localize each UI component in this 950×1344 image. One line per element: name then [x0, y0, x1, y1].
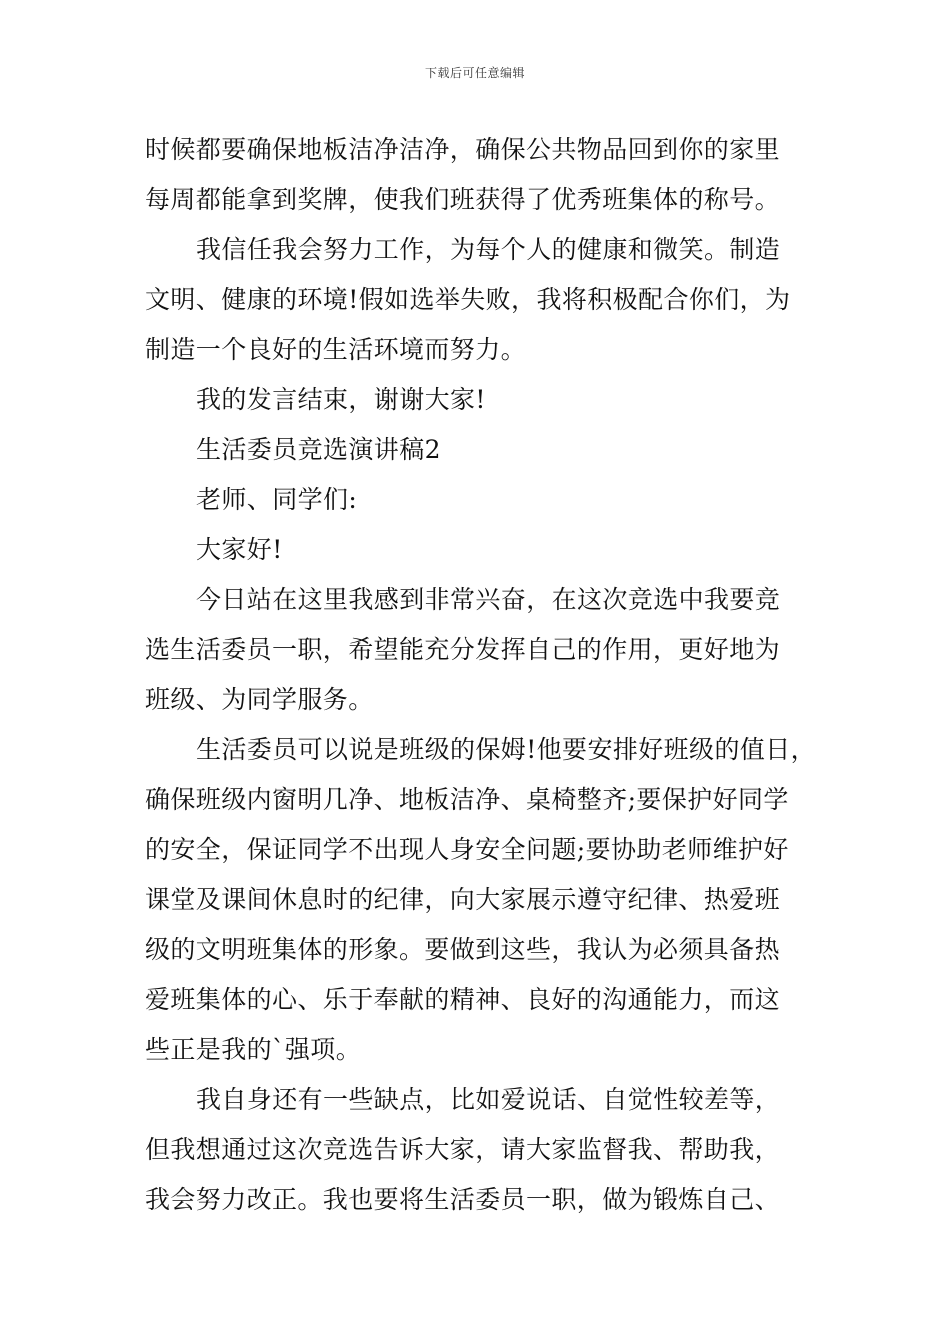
- text-line: 些正是我的`强项。: [145, 1035, 362, 1064]
- text-line: 但我想通过这次竞选告诉大家，请大家监督我、帮助我，: [145, 1135, 781, 1164]
- text-line: 确保班级内窗明几净、地板洁净、桌椅整齐;要保护好同学: [145, 785, 789, 814]
- text-line: 我的发言结束，谢谢大家!: [196, 385, 486, 414]
- text-line: 的安全，保证同学不出现人身安全问题;要协助老师维护好: [145, 835, 789, 864]
- text-line: 老师、同学们:: [196, 485, 358, 514]
- page-header: 下载后可任意编辑: [424, 66, 525, 80]
- text-line: 今日站在这里我感到非常兴奋，在这次竞选中我要竞: [196, 585, 781, 614]
- text-line: 爱班集体的心、乐于奉献的精神、良好的沟通能力，而这: [145, 985, 781, 1014]
- text-line: 我会努力改正。我也要将生活委员一职，做为锻炼自己、: [145, 1185, 781, 1214]
- text-line: 班级、为同学服务。: [145, 685, 374, 714]
- text-line: 大家好!: [196, 535, 283, 564]
- text-line: 课堂及课间休息时的纪律，向大家展示遵守纪律、热爱班: [145, 885, 781, 914]
- text-line: 生活委员可以说是班级的保姆!他要安排好班级的值日，: [196, 735, 817, 764]
- text-line: 制造一个良好的生活环境而努力。: [145, 335, 527, 364]
- text-line: 文明、健康的环境!假如选举失败，我将积极配合你们，为: [145, 285, 791, 314]
- text-line: 选生活委员一职，希望能充分发挥自己的作用，更好地为: [145, 635, 781, 664]
- text-line: 时候都要确保地板洁净洁净，确保公共物品回到你的家里: [145, 135, 781, 164]
- text-line: 生活委员竞选演讲稿2: [196, 435, 441, 464]
- text-line: 级的文明班集体的形象。要做到这些，我认为必须具备热: [145, 935, 781, 964]
- text-line: 我信任我会努力工作，为每个人的健康和微笑。制造: [196, 235, 781, 264]
- text-line: 我自身还有一些缺点，比如爱说话、自觉性较差等，: [196, 1085, 781, 1114]
- text-line: 每周都能拿到奖牌，使我们班获得了优秀班集体的称号。: [145, 185, 781, 214]
- document-body: [145, 125, 817, 1225]
